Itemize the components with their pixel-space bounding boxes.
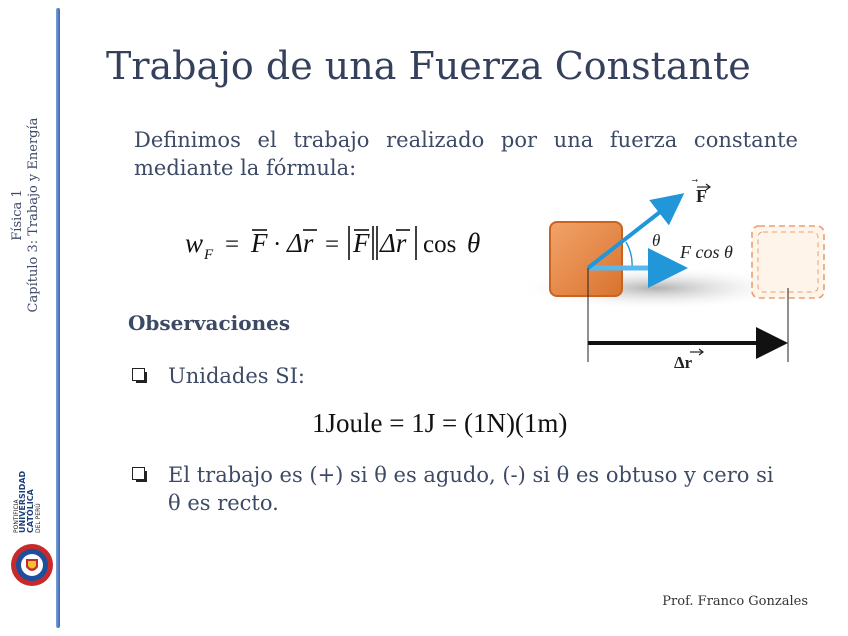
formula-subscript: F [204, 247, 214, 263]
block-initial [550, 222, 622, 296]
formula-delta-r-1: Δr [287, 228, 314, 258]
bullet-checkbox-icon [132, 467, 145, 480]
force-label: F [696, 186, 707, 206]
bullet-checkbox-icon [132, 368, 145, 381]
formula-w: w [185, 228, 204, 258]
bullet-work-sign: El trabajo es (+) si θ es agudo, (-) si θ es obtuso y cero si θ es recto. [168, 463, 774, 515]
sidebar-course: Física 1 [10, 189, 25, 241]
observations-heading: Observaciones [128, 311, 291, 335]
block-final [752, 226, 824, 298]
logo-line4: DEL PERÚ [35, 503, 42, 533]
svg-text:⃗ [691, 179, 698, 182]
formula-theta: θ [467, 228, 481, 258]
sidebar-accent-bar [56, 8, 60, 628]
formula-force-1: F [251, 228, 268, 258]
footer-author: Prof. Franco Gonzales [662, 594, 808, 609]
university-crest-icon [11, 544, 53, 586]
logo-line2: UNIVERSIDAD [18, 470, 27, 533]
formula-cos: cos [423, 231, 457, 258]
logo-line1: PONTIFICIA [13, 499, 20, 533]
angle-label: θ [652, 231, 661, 250]
intro-paragraph: Definimos el trabajo realizado por una fuerza constante mediante la fórmula: [134, 128, 798, 180]
displacement-label: Δr [674, 353, 693, 372]
formula-dot: · [273, 231, 282, 258]
work-formula [183, 220, 493, 270]
sidebar-chapter: Capítulo 3: Trabajo y Energía [26, 117, 41, 313]
bullet-units: Unidades SI: [168, 364, 305, 388]
formula-force-2: F [353, 228, 370, 258]
formula-equals-1: = [225, 231, 240, 258]
slide-title: Trabajo de una Fuerza Constante [106, 44, 751, 88]
units-equation: 1Joule = 1J = (1N)(1m) [312, 408, 568, 438]
formula-delta-r-2: Δr [380, 228, 407, 258]
component-label: F cos θ [680, 242, 733, 262]
force-displacement-diagram [526, 176, 838, 376]
logo-line3: CATÓLICA [26, 489, 35, 533]
sidebar-course-info [10, 85, 42, 345]
angle-arc [626, 242, 632, 268]
formula-equals-2: = [325, 231, 340, 258]
university-logo [6, 455, 54, 595]
